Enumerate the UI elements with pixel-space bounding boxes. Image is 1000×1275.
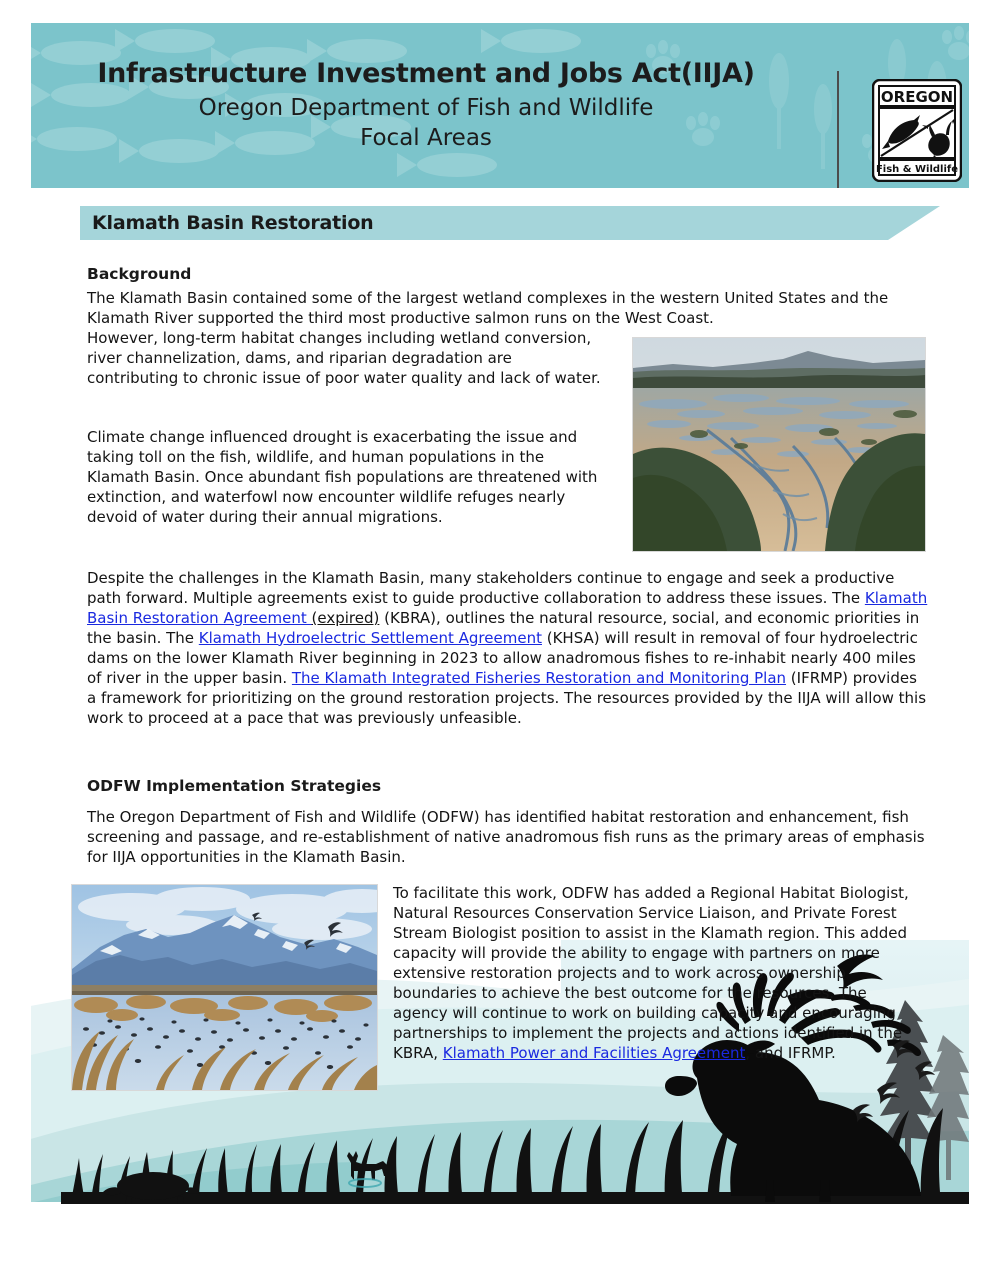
strategies-paragraph-2-part-1: To facilitate this work, ODFW has added a Regional Habitat Biologist, Natural Resources Conservation Service Liaison, and Private Forest Stream Biologist position to assist in the Klamath region. This added capacity will provide the ability to engage with partners on more extensive restoration projects and to work across ownership boundaries to achieve the best outcome for the resources. The agency will continue to work on building capacity and encouraging partnerships to implement the projects and actions identified in the KBRA, (393, 884, 909, 1062)
background-heading: Background (87, 265, 192, 283)
link-klamath-power-and-facilities-agreement[interactable]: Klamath Power and Facilities Agreement (442, 1043, 746, 1062)
link-klamath-integrated-fisheries-restoration-monitoring-plan[interactable]: The Klamath Integrated Fisheries Restoration and Monitoring Plan (291, 668, 787, 687)
section-banner (80, 206, 940, 240)
page-header-banner (31, 23, 969, 188)
paragraph-3-text-part-4: (IFRMP) provides a framework for prioritizing on the ground restoration projects. The resources provided by the IIJA will allow this work to proceed at a pace that was previously unfeasible. (87, 668, 927, 727)
aerial-wetland-photo (632, 337, 926, 552)
header-divider (837, 71, 839, 188)
strategies-heading: ODFW Implementation Strategies (87, 777, 382, 795)
logo-oregon-label: OREGON (880, 88, 954, 106)
wetland-waterfowl-photo-svg (72, 885, 377, 1090)
wetland-waterfowl-photo (71, 884, 378, 1091)
logo-fish-wildlife-label: Fish & Wildlife (875, 164, 959, 175)
background-paragraph-1-wide: The Klamath Basin contained some of the largest wetland complexes in the western United States and the Klamath River supported the third most productive salmon runs on the West Coast. (87, 289, 889, 327)
paragraph-3-text-part-1: Despite the challenges in the Klamath Basin, many stakeholders continue to engage and seek a productive path forward. Multiple agreements exist to guide productive collaboration to address these issues. The (87, 569, 895, 607)
paragraph-3-text-part-3: (KHSA) will result in removal of four hydroelectric dams on the lower Klamath River beginning in 2023 to allow anadromous fishes to re-inhabit nearly 400 miles of river in the upper basin. (87, 628, 918, 687)
background-paragraph-1-narrow: However, long-term habitat changes including wetland conversion, river channelization, dams, and riparian degradation are contributing to chronic issue of poor water quality and lack of water. (87, 329, 601, 387)
header-subtitle: Focal Areas (360, 125, 492, 152)
strategies-paragraph-2-part-2: , and IFRMP. (745, 1043, 836, 1062)
header-text-block (31, 23, 821, 188)
link-klamath-hydroelectric-settlement-agreement[interactable]: Klamath Hydroelectric Settlement Agreement (198, 628, 542, 647)
strategies-paragraph-1: The Oregon Department of Fish and Wildlife (ODFW) has identified habitat restoration and enhancement, fish screening and passage, and re-establishment of native anadromous fish runs as the primary areas of emphasis for IIJA opportunities in the Klamath Basin. (87, 808, 925, 866)
background-paragraph-2: Climate change influenced drought is exacerbating the issue and taking toll on the fish, wildlife, and human populations in the Klamath Basin. Once abundant fish populations are threatened with extinction, and waterfowl now encounter wildlife refuges nearly devoid of water during their annual migrations. (87, 428, 598, 526)
aerial-wetland-photo-svg (633, 338, 925, 551)
odfw-logo (872, 79, 962, 182)
link-klamath-basin-restoration-agreement[interactable]: Klamath Basin Restoration Agreement (87, 588, 928, 627)
background-paragraph-3 (87, 569, 929, 729)
kbra-expired-note: (expired) (311, 608, 380, 627)
strategies-paragraph-2 (393, 884, 925, 1063)
section-title: Klamath Basin Restoration (92, 212, 374, 234)
paragraph-3-text-part-2: (KBRA), outlines the natural resource, social, and economic priorities in the basin. The (87, 608, 920, 647)
page-title: Infrastructure Investment and Jobs Act(IIJA) (97, 58, 755, 90)
agency-name: Oregon Department of Fish and Wildlife (198, 94, 654, 121)
